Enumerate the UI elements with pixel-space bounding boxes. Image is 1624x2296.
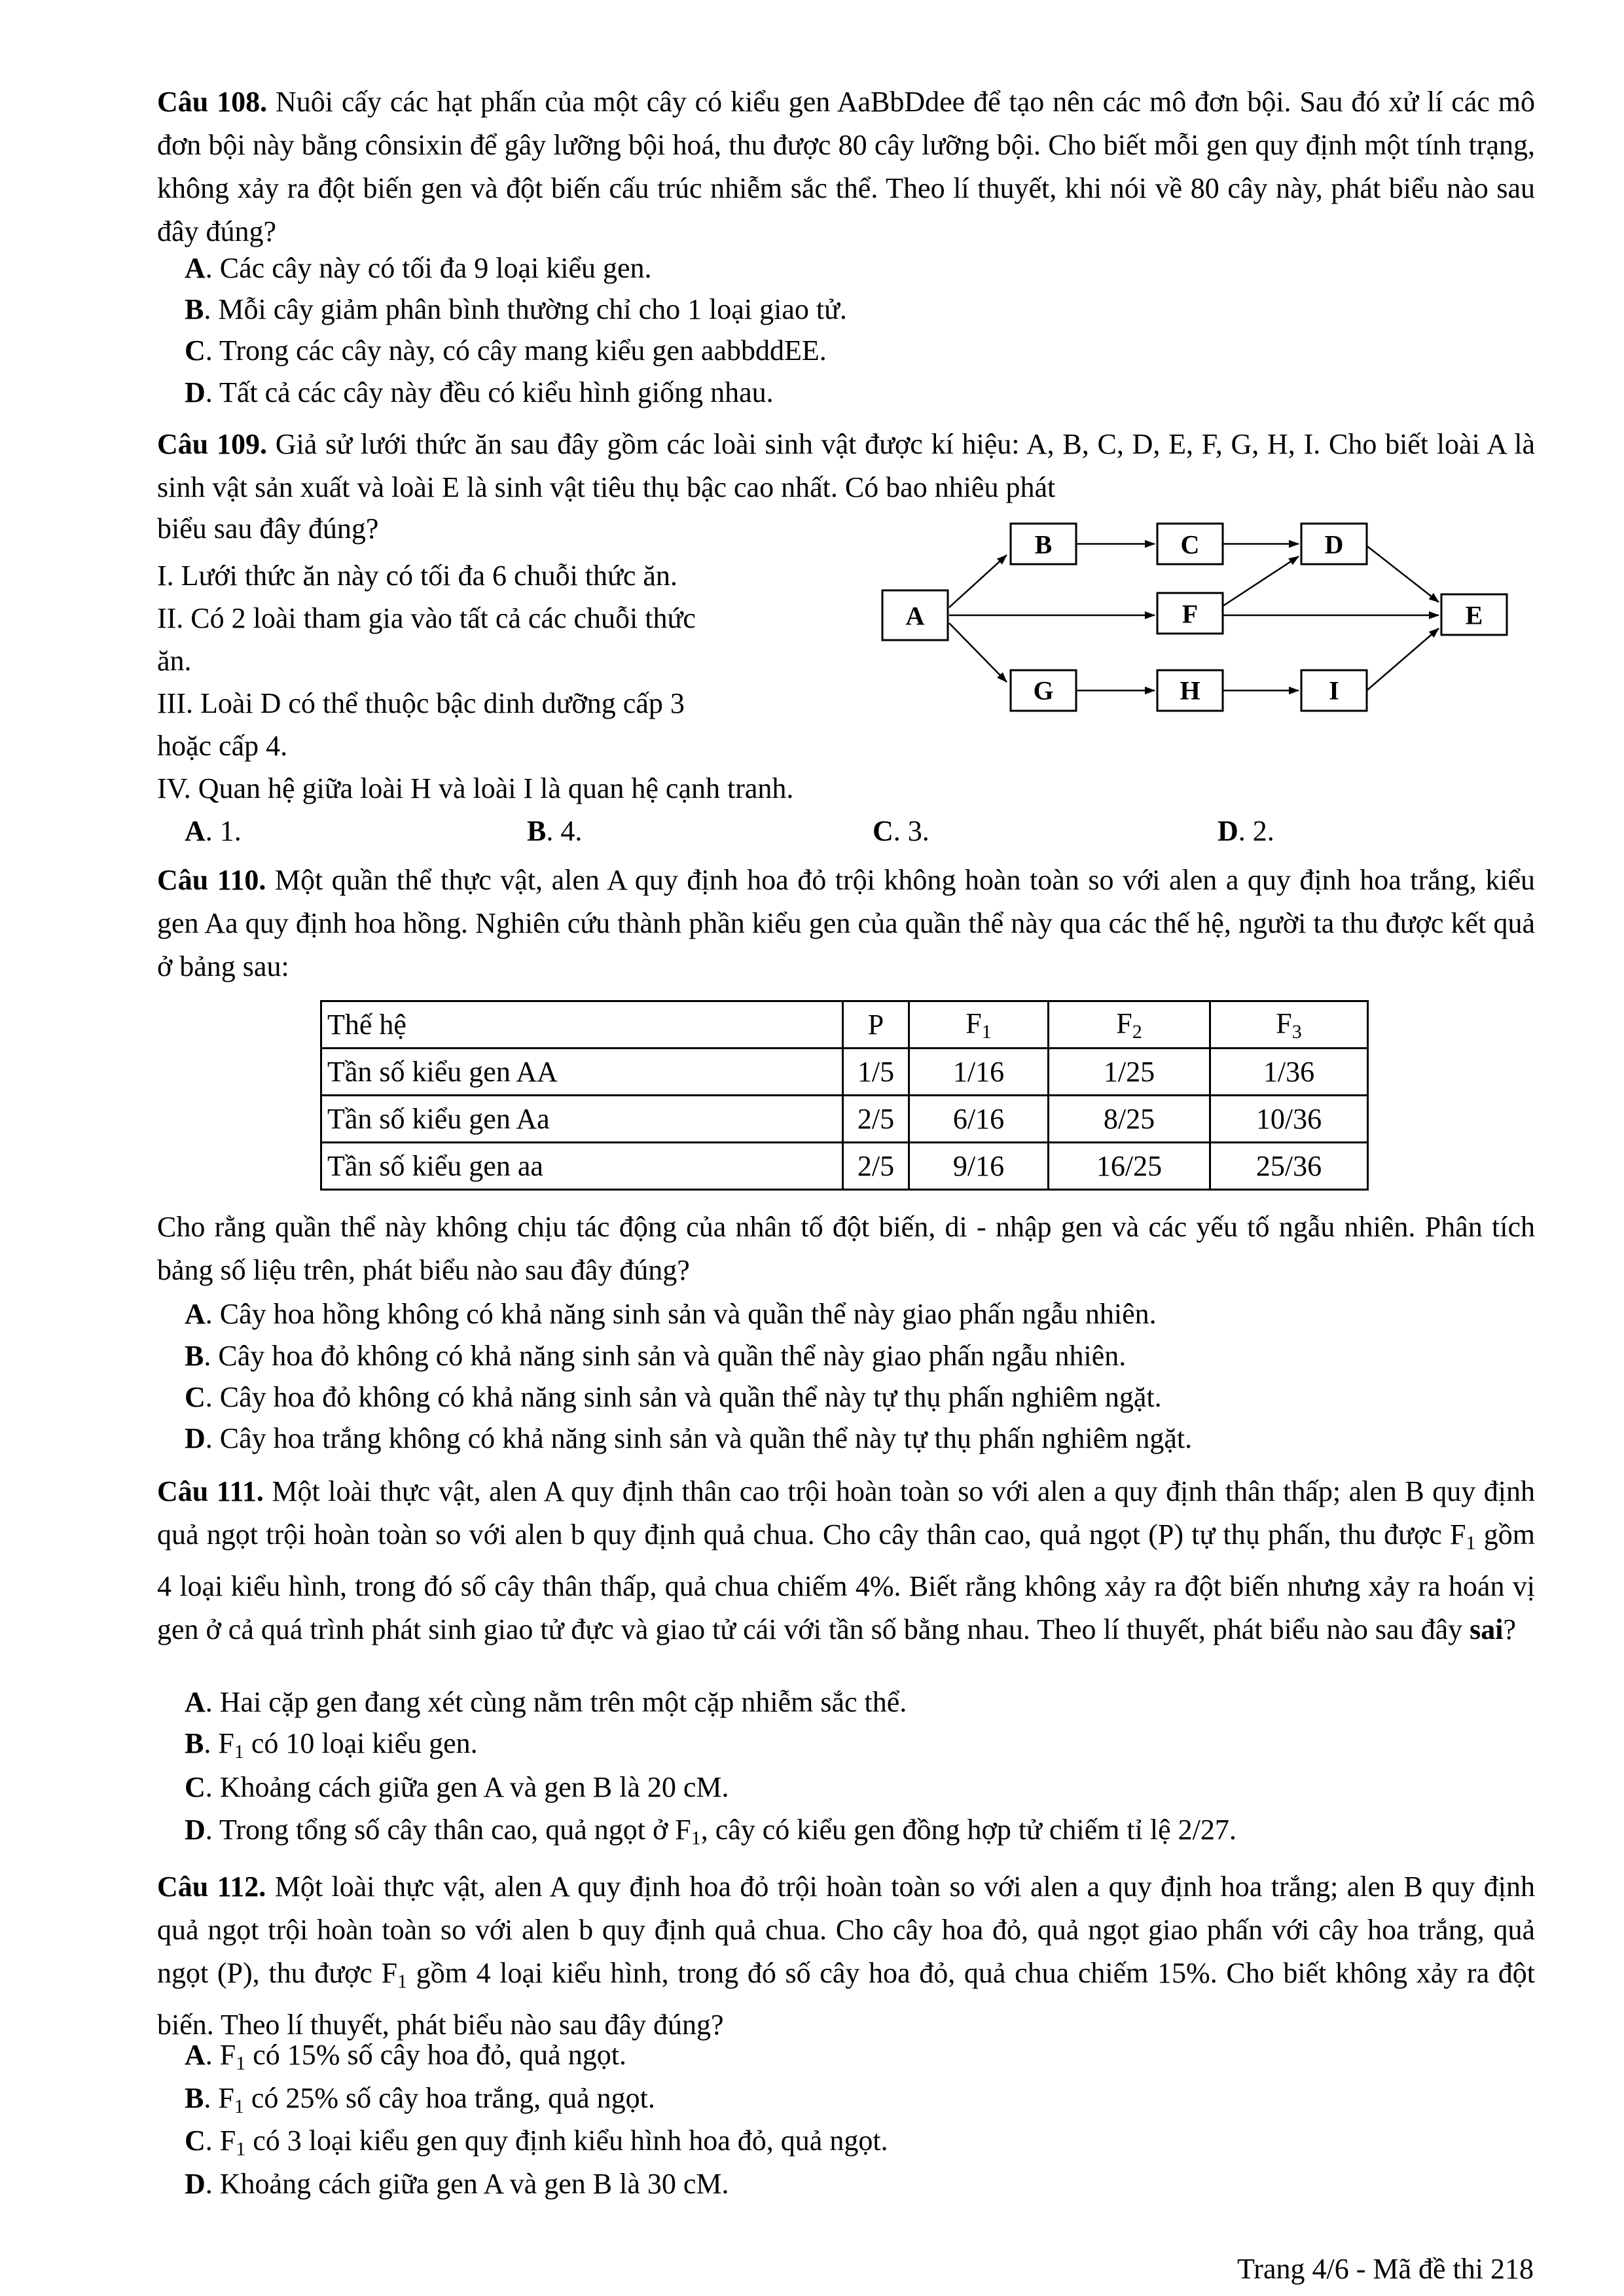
option-letter: D <box>185 2168 206 2200</box>
option-text: . Cây hoa trắng không có khả năng sinh sản và quần thể này tự thụ phấn nghiêm ngặt. <box>205 1422 1193 1454</box>
q109-statement-1: I. Lưới thức ăn này có tối đa 6 chuỗi thức ăn. <box>157 560 677 592</box>
q108-stem <box>157 81 1535 253</box>
q111-option-c <box>185 1768 729 1807</box>
q111-stem-emphasis: sai <box>1470 1613 1504 1645</box>
header-subscript: 1 <box>981 1020 992 1043</box>
q112-stem-text: gồm 4 loại kiểu hình, trong đó số cây hoa đỏ, quả chua chiếm 15%. Cho biết không xảy ra đột biến. Theo lí thuyết, phát biểu nào sau đây đúng? <box>157 1957 1536 2041</box>
table-cell: 25/36 <box>1210 1143 1368 1190</box>
option-text: . F <box>204 2082 234 2114</box>
table-row <box>321 1096 1368 1143</box>
option-text: . Cây hoa đỏ không có khả năng sinh sản và quần thể này giao phấn ngẫu nhiên. <box>204 1340 1127 1372</box>
option-text: có 25% số cây hoa trắng, quả ngọt. <box>244 2082 655 2114</box>
food-web-diagram <box>851 511 1545 733</box>
q111-label: Câu 111. <box>157 1475 264 1507</box>
option-letter: C <box>185 2125 206 2157</box>
table-header-cell <box>909 1001 1049 1049</box>
q111-stem <box>157 1470 1535 1651</box>
node-e-label: E <box>1465 600 1483 630</box>
table-cell: 1/5 <box>843 1049 909 1096</box>
table-cell: 10/36 <box>1210 1096 1368 1143</box>
table-cell: 2/5 <box>843 1096 909 1143</box>
option-text: . F <box>205 2039 236 2071</box>
q112-option-c <box>185 2121 888 2169</box>
q110-after-text: Cho rằng quần thể này không chịu tác động của nhân tố đột biến, di - nhập gen và các yếu tố ngẫu nhiên. Phân tích bảng số liệu trên, phát biểu nào sau đây đúng? <box>157 1211 1535 1286</box>
table-header-cell <box>1210 1001 1368 1049</box>
option-letter: B <box>527 815 547 847</box>
subscript: 1 <box>234 1741 244 1763</box>
option-text: . Cây hoa hồng không có khả năng sinh sản và quần thể này giao phấn ngẫu nhiên. <box>205 1298 1157 1330</box>
arrow-i-e <box>1367 628 1439 691</box>
option-text: có 3 loại kiểu gen quy định kiểu hình hoa đỏ, quả ngọt. <box>245 2125 888 2157</box>
q110-option-a <box>185 1295 1157 1334</box>
option-letter: D <box>1218 815 1238 847</box>
table-cell: 1/36 <box>1210 1049 1368 1096</box>
q110-option-d <box>185 1419 1192 1458</box>
option-text: . 3. <box>893 815 929 847</box>
option-letter: A <box>185 2039 206 2071</box>
node-h-label: H <box>1180 675 1200 706</box>
option-text: . F <box>205 2125 236 2157</box>
node-c-label: C <box>1180 529 1200 560</box>
q108-stem-text: Nuôi cấy các hạt phấn của một cây có kiểu gen AaBbDdee để tạo nên các mô đơn bội. Sau đó xử lí các mô đơn bội này bằng cônsixin để gây lưỡng bội hoá, thu được 80 cây lưỡng bội. Cho biết mỗi gen quy định một tính trạng, không xảy ra đột biến gen và đột biến cấu trúc nhiễm sắc thể. Theo lí thuyết, khi nói về 80 cây này, phát biểu nào sau đây đúng? <box>157 86 1535 247</box>
q109-statement-2a: II. Có 2 loài tham gia vào tất cả các chuỗi thức <box>157 602 696 634</box>
arrow-f-d <box>1223 556 1299 606</box>
q108-option-b <box>185 290 847 329</box>
q110-stem <box>157 859 1535 988</box>
subscript: 1 <box>236 2138 246 2160</box>
q111-stem-text: ? <box>1503 1613 1517 1645</box>
option-letter: C <box>873 815 893 847</box>
table-header-cell: Thế hệ <box>321 1001 843 1049</box>
q109-statement-4: IV. Quan hệ giữa loài H và loài I là quan hệ cạnh tranh. <box>157 772 794 804</box>
header-text: F <box>1276 1007 1292 1039</box>
option-letter: B <box>185 1727 204 1759</box>
q112-stem-text: Một loài thực vật, alen A quy định hoa đỏ trội hoàn toàn so với alen a quy định hoa trắng; alen B quy định quả ngọt trội hoàn toàn so với alen b quy định quả chua. Cho cây hoa đỏ, quả ngọt giao phấn với cây hoa trắng, quả ngọt (P), thu được F <box>157 1871 1535 1989</box>
q108-option-a <box>185 249 652 288</box>
option-letter: A <box>185 1686 206 1718</box>
table-cell: Tần số kiểu gen Aa <box>321 1096 843 1143</box>
q109-stem <box>157 423 1535 509</box>
subscript: 1 <box>234 2096 244 2117</box>
option-letter: B <box>185 1340 204 1372</box>
q112-option-d <box>185 2164 729 2204</box>
option-letter: D <box>185 376 206 408</box>
q112-option-a <box>185 2036 626 2083</box>
table-cell: 6/16 <box>909 1096 1049 1143</box>
subscript: 1 <box>1466 1532 1476 1554</box>
option-letter: D <box>185 1422 206 1454</box>
node-f-label: F <box>1182 599 1199 629</box>
node-d-label: D <box>1324 529 1344 560</box>
q109-option-a <box>185 812 242 851</box>
option-text: . Các cây này có tối đa 9 loại kiểu gen. <box>205 252 652 284</box>
table-cell: 1/16 <box>909 1049 1049 1096</box>
header-subscript: 2 <box>1132 1020 1142 1043</box>
q112-label: Câu 112. <box>157 1871 266 1903</box>
option-letter: A <box>185 252 206 284</box>
q108-label: Câu 108. <box>157 86 268 118</box>
q111-stem-text: Một loài thực vật, alen A quy định thân cao trội hoàn toàn so với alen a quy định thân thấp; alen B quy định quả ngọt trội hoàn toàn so với alen b quy định quả chua. Cho cây thân cao, quả ngọt (P) tự thụ phấn, thu được F <box>157 1475 1536 1551</box>
q112-stem <box>157 1865 1535 2047</box>
option-text: . 1. <box>205 815 242 847</box>
table-cell: 1/25 <box>1049 1049 1210 1096</box>
subscript: 1 <box>691 1827 701 1849</box>
option-text: . Trong các cây này, có cây mang kiểu gen aabbddEE. <box>205 334 827 367</box>
option-letter: A <box>185 815 206 847</box>
table-cell: Tần số kiểu gen AA <box>321 1049 843 1096</box>
q111-option-a <box>185 1683 907 1722</box>
option-text: . Hai cặp gen đang xét cùng nằm trên một cặp nhiễm sắc thể. <box>205 1686 907 1718</box>
header-text: F <box>965 1007 982 1039</box>
node-a-label: A <box>905 601 925 631</box>
q109-option-c <box>873 812 929 851</box>
q109-stem-text: Giả sử lưới thức ăn sau đây gồm các loài sinh vật được kí hiệu: A, B, C, D, E, F, G, H, I. Cho biết loài A là sinh vật sản xuất và loài E là sinh vật tiêu thụ bậc cao nhất. Có bao nhiêu phát <box>157 428 1535 503</box>
option-text: . F <box>204 1727 234 1759</box>
arrow-a-b <box>949 555 1007 607</box>
header-subscript: 3 <box>1291 1020 1302 1043</box>
table-header-cell <box>1049 1001 1210 1049</box>
option-text: có 10 loại kiểu gen. <box>244 1727 478 1759</box>
arrow-a-g <box>949 623 1007 682</box>
option-text: , cây có kiểu gen đồng hợp tử chiếm tỉ lệ 2/27. <box>700 1814 1236 1846</box>
option-text: . 4. <box>546 815 583 847</box>
q109-statement-3b: hoặc cấp 4. <box>157 730 288 762</box>
table-cell: 2/5 <box>843 1143 909 1190</box>
option-text: . Cây hoa đỏ không có khả năng sinh sản và quần thể này tự thụ phấn nghiêm ngặt. <box>205 1381 1162 1413</box>
option-text: . Khoảng cách giữa gen A và gen B là 20 cM. <box>205 1771 729 1803</box>
option-text: . Trong tổng số cây thân cao, quả ngọt ở F <box>205 1814 691 1846</box>
subscript: 1 <box>397 1971 408 1992</box>
option-letter: B <box>185 2082 204 2114</box>
q109-label: Câu 109. <box>157 428 268 460</box>
option-letter: D <box>185 1814 206 1846</box>
q110-option-c <box>185 1378 1162 1417</box>
table-row <box>321 1049 1368 1096</box>
table-cell: Tần số kiểu gen aa <box>321 1143 843 1190</box>
genotype-table <box>320 1000 1369 1191</box>
q109-option-d <box>1218 812 1274 851</box>
q111-stem-text: gồm 4 loại kiểu hình, trong đó số cây thân thấp, quả chua chiếm 4%. Biết rằng không xảy ra đột biến nhưng xảy ra hoán vị gen ở cả quá trình phát sinh giao tử đực và giao tử cái với tần số bằng nhau. Theo lí thuyết, phát biểu nào sau đây <box>157 1518 1536 1645</box>
q109-statement-2b: ăn. <box>157 645 192 677</box>
option-letter: A <box>185 1298 206 1330</box>
table-header-cell: P <box>843 1001 909 1049</box>
q111-option-b <box>185 1724 478 1772</box>
option-letter: C <box>185 1771 206 1803</box>
option-letter: C <box>185 334 206 367</box>
q110-label: Câu 110. <box>157 864 266 896</box>
q110-stem-text: Một quần thể thực vật, alen A quy định hoa đỏ trội không hoàn toàn so với alen a quy định hoa trắng, kiểu gen Aa quy định hoa hồng. Nghiên cứu thành phần kiểu gen của quần thể này qua các thế hệ, người ta thu được kết quả ở bảng sau: <box>157 864 1535 982</box>
option-text: . Mỗi cây giảm phân bình thường chỉ cho 1 loại giao tử. <box>204 293 847 325</box>
q112-option-b <box>185 2079 655 2126</box>
table-header-row <box>321 1001 1368 1049</box>
table-cell: 8/25 <box>1049 1096 1210 1143</box>
q108-option-d <box>185 373 774 412</box>
node-b-label: B <box>1034 529 1053 560</box>
option-text: có 15% số cây hoa đỏ, quả ngọt. <box>245 2039 626 2071</box>
table-cell: 16/25 <box>1049 1143 1210 1190</box>
arrow-d-e <box>1367 546 1439 602</box>
table-cell: 9/16 <box>909 1143 1049 1190</box>
q109-stem-end: biểu sau đây đúng? <box>157 512 379 545</box>
page-footer: Trang 4/6 - Mã đề thi 218 <box>1236 2253 1534 2285</box>
q109-statement-3a: III. Loài D có thể thuộc bậc dinh dưỡng cấp 3 <box>157 687 685 719</box>
q108-option-c <box>185 331 827 370</box>
header-text: F <box>1116 1007 1132 1039</box>
option-letter: B <box>185 293 204 325</box>
option-letter: C <box>185 1381 206 1413</box>
option-text: . 2. <box>1238 815 1274 847</box>
q109-option-b <box>527 812 582 851</box>
node-g-label: G <box>1033 675 1054 706</box>
q111-option-d <box>185 1810 1236 1858</box>
table-row <box>321 1143 1368 1190</box>
subscript: 1 <box>236 2053 246 2074</box>
node-i-label: I <box>1329 675 1339 706</box>
q110-option-b <box>185 1336 1126 1376</box>
option-text: . Tất cả các cây này đều có kiểu hình giống nhau. <box>205 376 774 408</box>
option-text: . Khoảng cách giữa gen A và gen B là 30 cM. <box>205 2168 729 2200</box>
